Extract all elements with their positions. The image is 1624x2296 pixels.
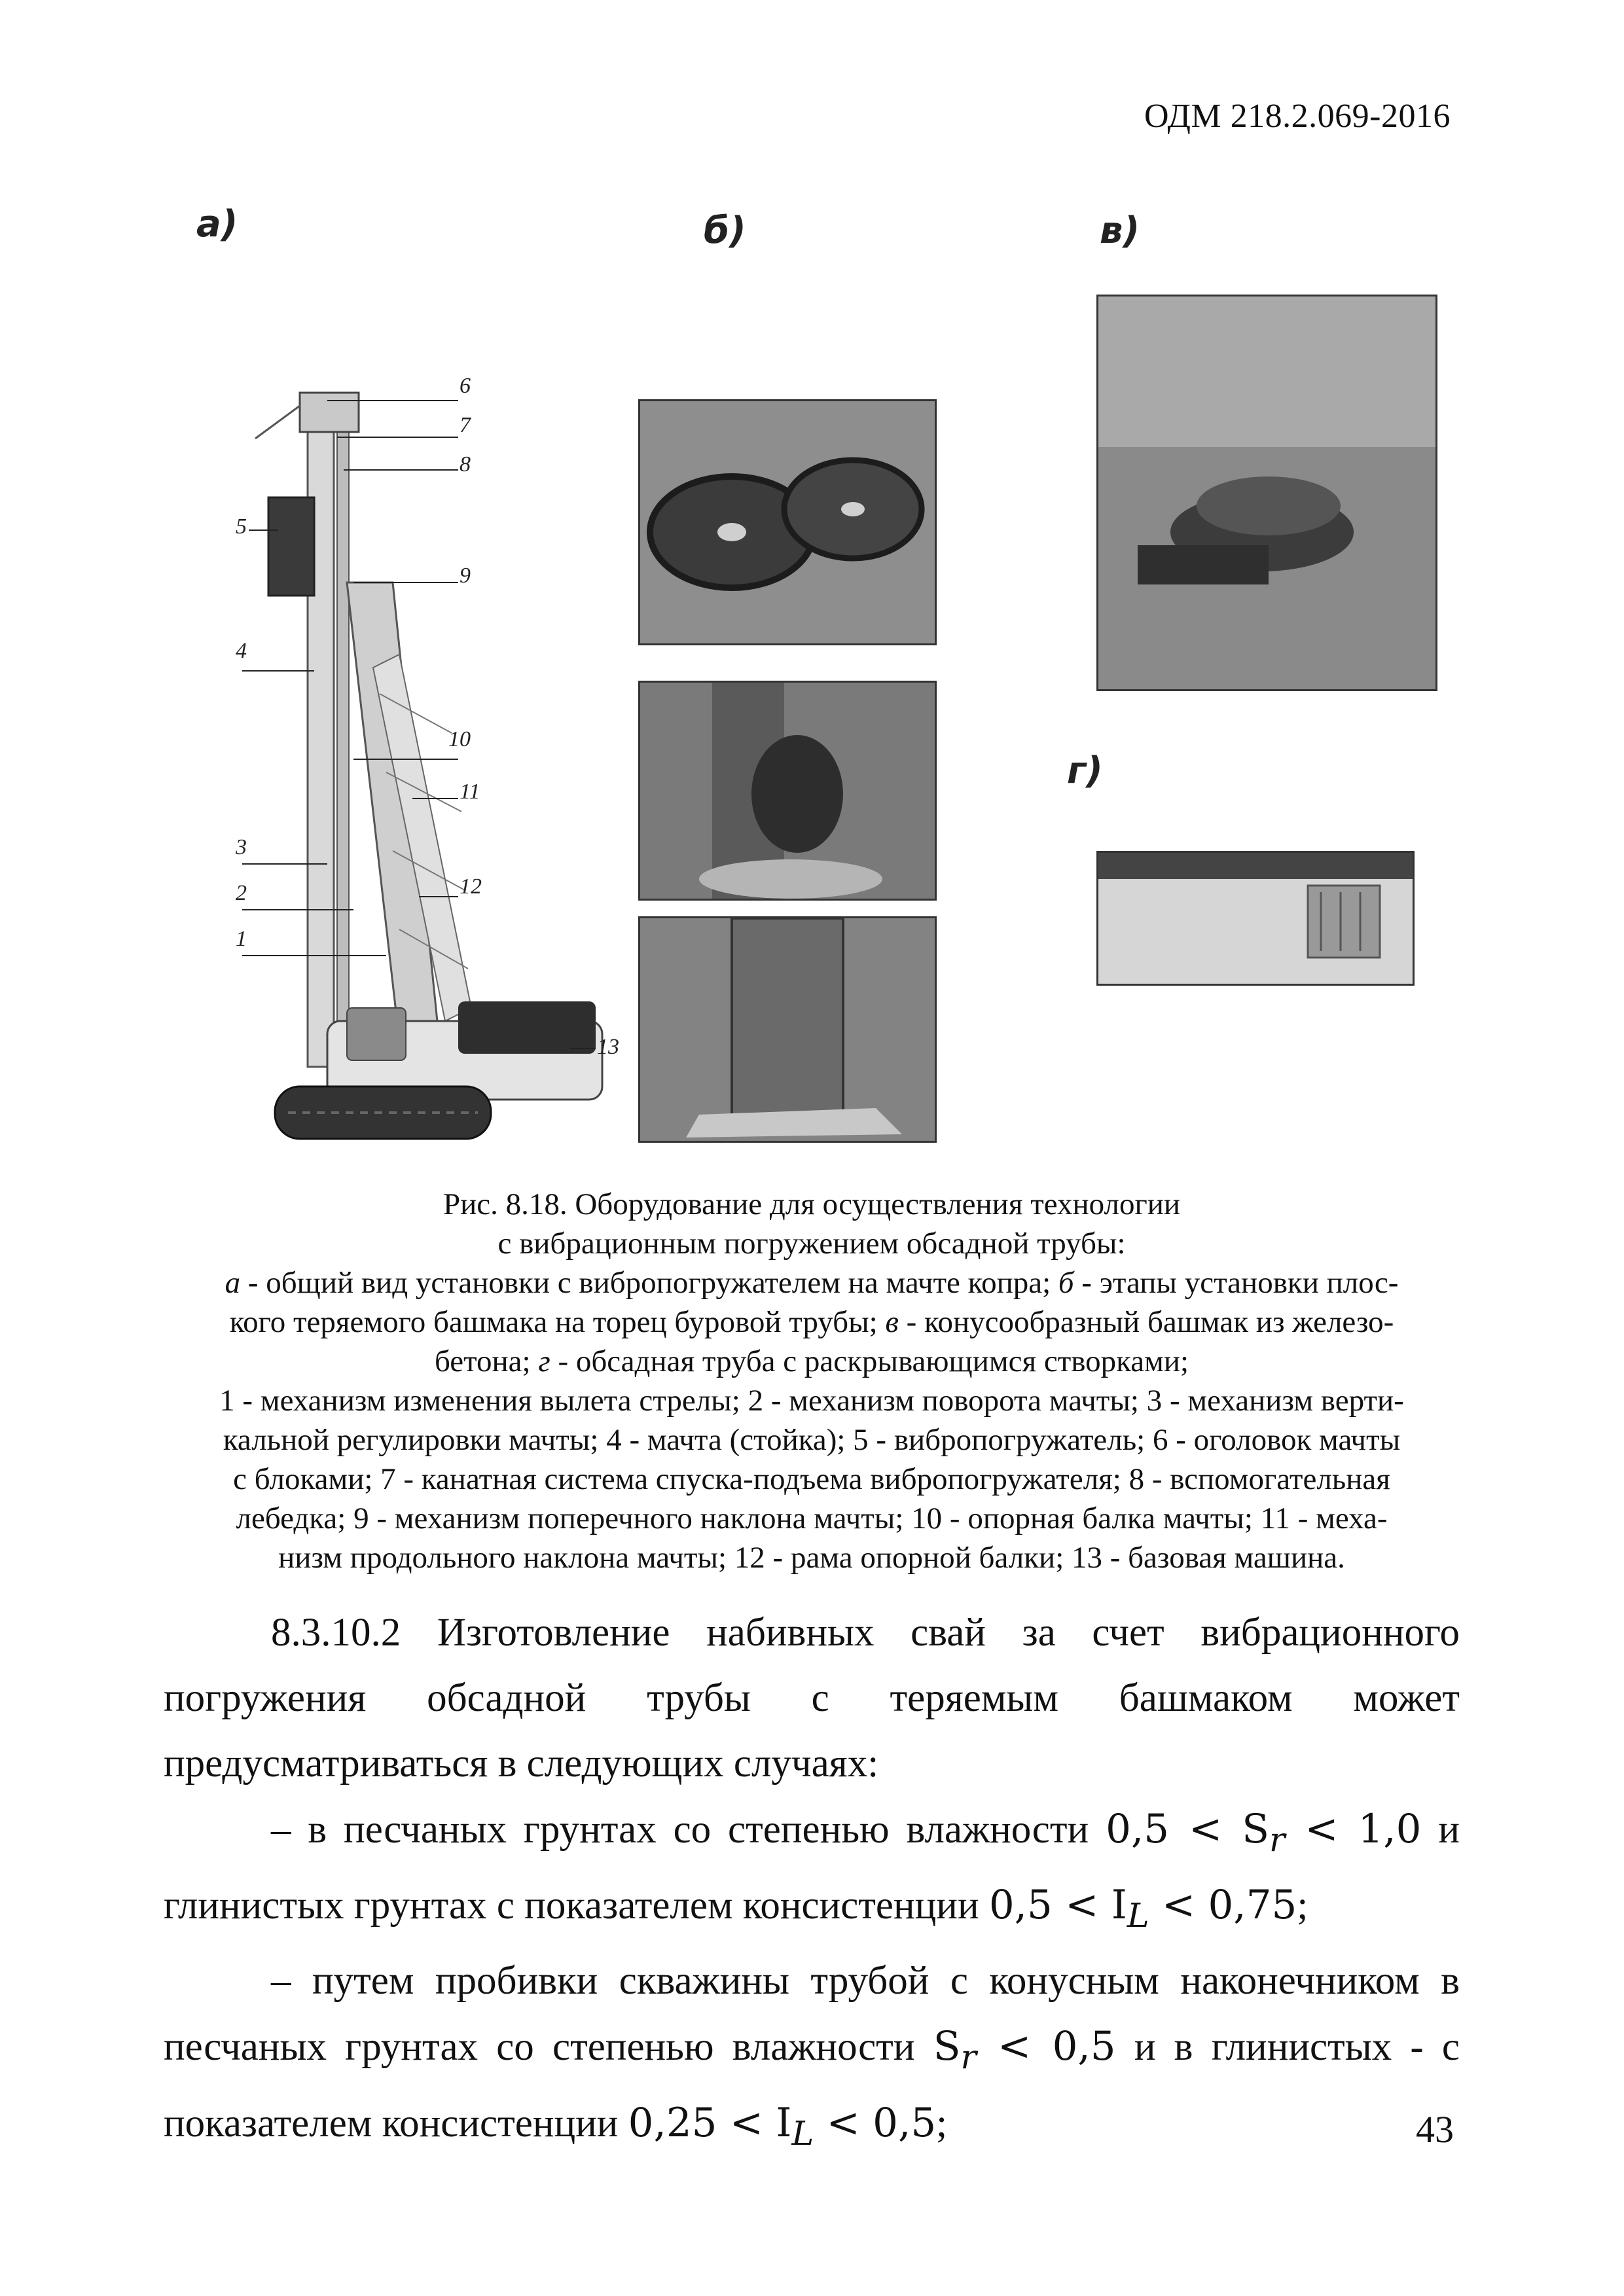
formula-sr-limit: $S_r < 0,5$ [933,2023,1116,2077]
panel-label-b: б) [704,209,746,252]
conical-shoe-image [1098,296,1435,689]
panel-label-a: а) [196,203,238,245]
caption-title-line1: Рис. 8.18. Оборудование для осуществления технологии [442,1187,1181,1221]
photo-tube-on-shoe [638,916,937,1143]
callout-5: 5 [236,514,247,539]
list-item-punching: – путем пробивки скважины трубой с конусным наконечником в песчаных грунтах со степенью влажности $S_r < 0,5$ и в глинистых - с показателем консистенции $0,25 < I_L < 0,5$; [164,1959,1460,2153]
callout-1: 1 [236,927,247,951]
callout-10: 10 [448,727,471,751]
document-code-header: ОДМ 218.2.069-2016 [1144,98,1451,135]
formula-sr-range: $0,5 < S_r < 1,0$ [1106,1806,1422,1859]
caption-legend-line4: лебедка; 9 - механизм поперечного наклона мачты; 10 - опорная балка мачты; 11 - меха- [236,1501,1388,1535]
body-text [164,1600,1460,2166]
callout-6: 6 [460,374,471,398]
photo-worker-installing-shoe [638,681,937,901]
panel-label-g: г) [1067,749,1103,792]
worker-image [640,683,935,899]
caption-legend-line1: 1 - механизм изменения вылета стрелы; 2 - механизм поворота мачты; 3 - механизм верти- [219,1384,1404,1418]
pile-rig-illustration [223,367,641,1152]
callout-12: 12 [460,874,482,899]
paragraph-8-3-10-2: 8.3.10.2 Изготовление набивных свай за счет вибрационного погружения обсадной трубы с теряемым башмаком может предусматриваться в следующих случаях: [164,1611,1460,1785]
photo-tube-with-flaps [1096,851,1415,986]
formula-il-range-2: $0,25 < I_L < 0,5$ [628,2099,937,2153]
callout-11: 11 [460,780,480,804]
photo-flat-shoes [638,399,937,645]
caption-parts-line1: а - общий вид установки с вибропогружателем на мачте копра; б - этапы установки плос- [225,1266,1399,1300]
page-number: 43 [1416,2108,1454,2151]
caption-legend-line3: с блоками; 7 - канатная система спуска-подъема вибропогружателя; 8 - вспомогательная [233,1462,1390,1496]
panel-label-v: в) [1100,209,1140,252]
callout-13: 13 [597,1035,619,1059]
photo-conical-shoe [1096,295,1437,691]
caption-legend-line2: кальной регулировки мачты; 4 - мачта (стойка); 5 - вибропогружатель; 6 - оголовок мачты [223,1423,1401,1457]
caption-parts-line3: бетона; г - обсадная труба с раскрывающимся створками; [434,1344,1189,1378]
figure-caption [164,1185,1460,1577]
formula-il-range: $0,5 < I_L < 0,75$ [988,1882,1297,1935]
caption-parts-line2: кого теряемого башмака на торец буровой трубы; в - конусообразный башмак из железо- [229,1305,1394,1339]
callout-3: 3 [236,835,247,859]
pile-rig-drawing [223,367,641,1152]
tube-flaps-image [1098,853,1413,984]
callout-4: 4 [236,639,247,663]
caption-title-line2: с вибрационным погружением обсадной трубы: [497,1227,1126,1261]
callout-9: 9 [460,564,471,588]
callout-7: 7 [460,413,471,437]
caption-legend-line5: низм продольного наклона мачты; 12 - рама опорной балки; 13 - базовая машина. [278,1541,1345,1575]
flat-shoes-image [640,401,935,643]
callout-8: 8 [460,452,471,476]
list-item-sandy-soils: – в песчаных грунтах со степенью влажности $0,5 < S_r < 1,0$ и глинистых грунтах с показателем консистенции $0,5 < I_L < 0,75$; [164,1806,1460,1935]
callout-2: 2 [236,881,247,905]
tube-on-shoe-image [640,918,935,1141]
